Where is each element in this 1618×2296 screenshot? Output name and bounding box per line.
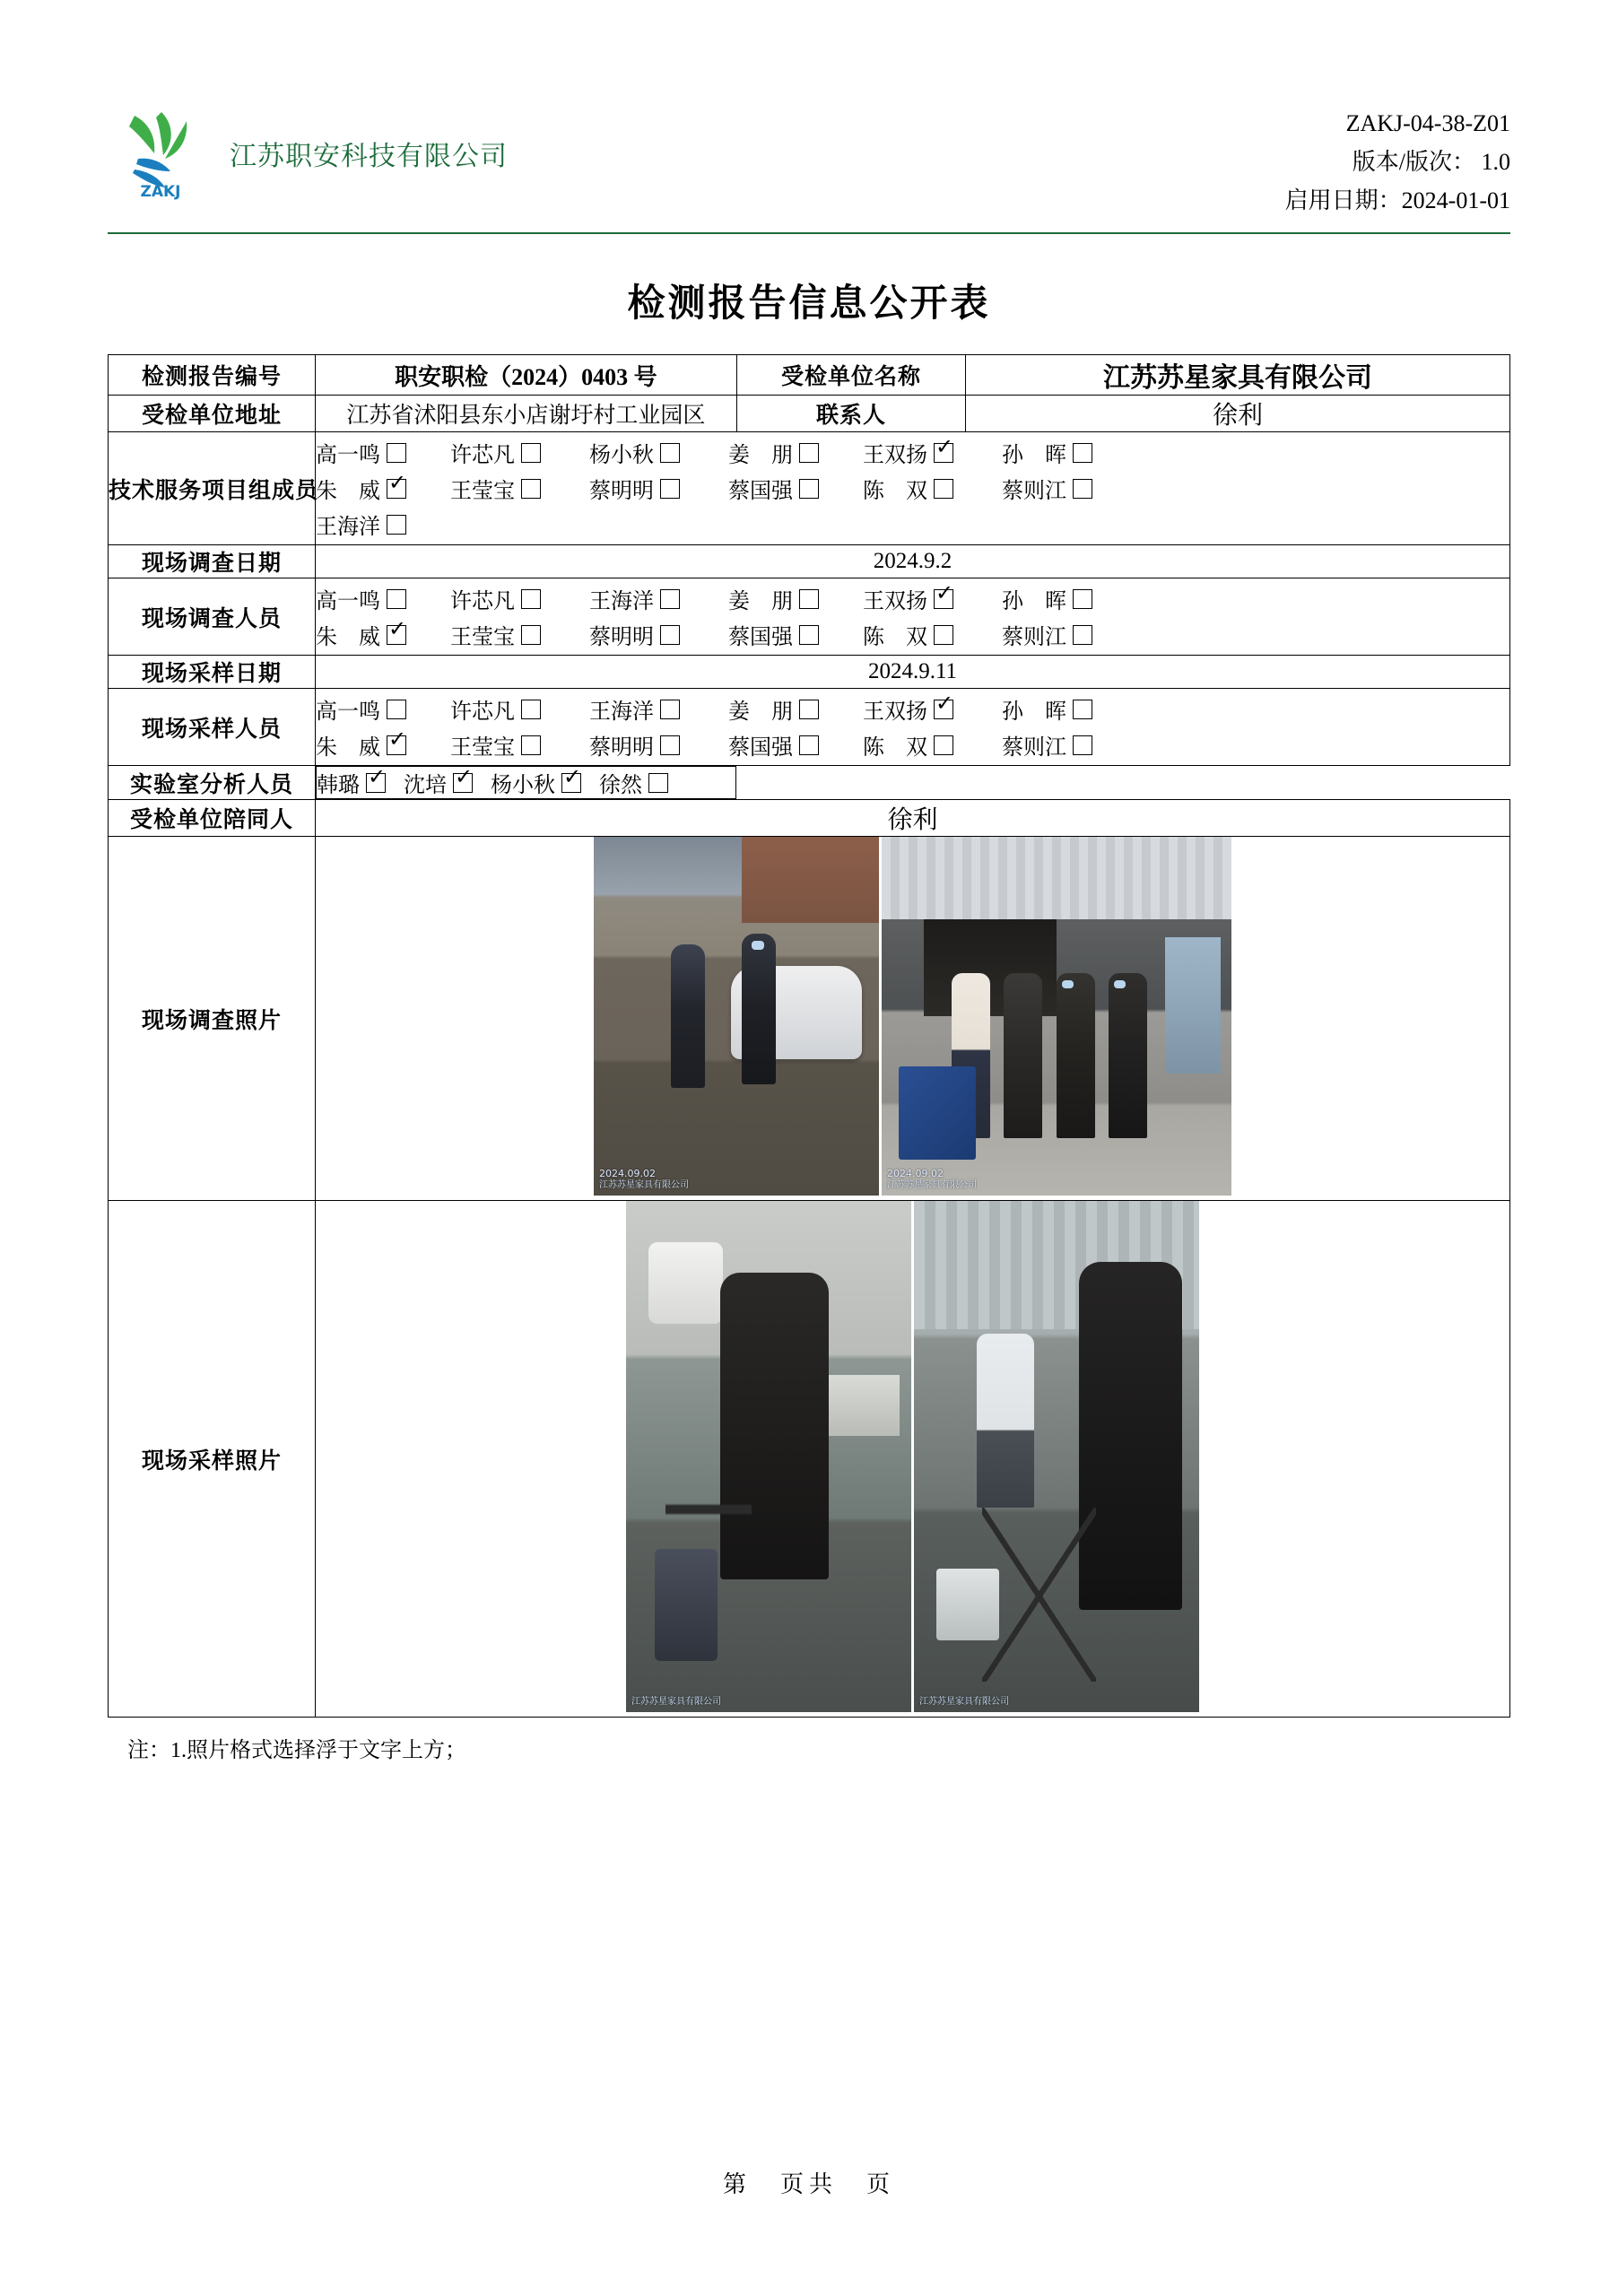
survey-staff-checkbox[interactable] xyxy=(660,589,680,609)
team-member-name: 陈 双 xyxy=(862,480,927,503)
value-lab-staff xyxy=(316,766,736,799)
team-member-checkbox[interactable] xyxy=(799,443,819,463)
team-member-item[interactable] xyxy=(1002,437,1136,468)
survey-staff-checkbox[interactable] xyxy=(660,625,680,645)
value-address: 江苏省沭阳县东小店谢圩村工业园区 xyxy=(315,396,736,432)
survey-photo-2 xyxy=(882,837,1231,1196)
team-member-checkbox[interactable] xyxy=(387,443,406,463)
sample-staff-name: 王海洋 xyxy=(588,700,654,724)
table-row-escort xyxy=(109,800,1510,837)
lab-staff-checkbox[interactable] xyxy=(561,773,581,793)
value-escort: 徐利 xyxy=(315,800,1509,837)
sample-staff-name: 孙 晖 xyxy=(1001,700,1066,724)
team-member-item[interactable] xyxy=(316,437,450,468)
label-lab-staff: 实验室分析人员 xyxy=(109,766,316,800)
sample-staff-checkbox[interactable] xyxy=(1073,735,1092,755)
value-contact: 徐利 xyxy=(966,396,1510,432)
sample-staff-item[interactable] xyxy=(863,729,1002,761)
sample-staff-name: 高一鸣 xyxy=(315,700,380,724)
sampling-photo-1 xyxy=(626,1201,911,1712)
team-member-checkbox[interactable] xyxy=(387,479,406,499)
survey-staff-name: 许芯凡 xyxy=(449,590,515,613)
sample-staff-checkbox[interactable] xyxy=(387,700,406,719)
company-name: 江苏职安科技有限公司 xyxy=(230,142,508,171)
team-member-checkbox[interactable] xyxy=(660,479,680,499)
table-row-report-no xyxy=(109,355,1510,396)
label-contact: 联系人 xyxy=(736,396,965,432)
doc-effective-date: 启用日期：2024-01-01 xyxy=(1284,187,1510,213)
header-meta xyxy=(1285,94,1510,221)
sample-staff-checkbox[interactable] xyxy=(521,700,541,719)
team-member-checkbox[interactable] xyxy=(660,443,680,463)
survey-staff-row xyxy=(316,583,1509,614)
team-member-name: 蔡明明 xyxy=(588,480,654,503)
header-divider xyxy=(108,232,1510,234)
sample-staff-name: 蔡明明 xyxy=(588,736,654,760)
label-survey-photos: 现场调查照片 xyxy=(109,837,316,1201)
survey-photo-1 xyxy=(594,837,879,1196)
survey-staff-name: 蔡国强 xyxy=(727,626,793,649)
survey-staff-item[interactable] xyxy=(1002,583,1136,614)
team-member-name: 王海洋 xyxy=(315,516,380,539)
team-member-item[interactable] xyxy=(316,473,450,504)
survey-staff-item[interactable] xyxy=(728,619,863,650)
team-member-name: 蔡国强 xyxy=(727,480,793,503)
table-row-address xyxy=(109,396,1510,432)
survey-staff-item[interactable] xyxy=(316,619,450,650)
label-escort: 受检单位陪同人 xyxy=(109,800,316,837)
survey-staff-name: 姜 朋 xyxy=(727,590,793,613)
survey-staff-item[interactable] xyxy=(450,583,589,614)
header-brand xyxy=(108,94,508,204)
survey-staff-name: 陈 双 xyxy=(862,626,927,649)
table-row-survey-staff xyxy=(109,578,1510,656)
team-member-row xyxy=(316,437,1509,468)
survey-staff-checkbox[interactable] xyxy=(387,625,406,645)
sample-staff-checkbox[interactable] xyxy=(799,700,819,719)
survey-staff-item[interactable] xyxy=(589,619,728,650)
sample-staff-checkbox[interactable] xyxy=(934,735,953,755)
survey-staff-name: 王海洋 xyxy=(588,590,654,613)
sample-staff-name: 王莹宝 xyxy=(449,736,515,760)
page-title: 检测报告信息公开表 xyxy=(627,283,991,325)
survey-staff-checkbox[interactable] xyxy=(799,625,819,645)
team-member-item[interactable] xyxy=(589,437,728,468)
table-row-survey-date xyxy=(109,545,1510,578)
sample-staff-item[interactable] xyxy=(863,693,1002,725)
label-team: 技术服务项目组成员 xyxy=(109,432,316,545)
survey-staff-checkbox[interactable] xyxy=(1073,625,1092,645)
survey-staff-row xyxy=(316,619,1509,650)
sample-staff-item[interactable] xyxy=(589,693,728,725)
lab-staff-item[interactable] xyxy=(491,767,581,798)
survey-staff-name: 蔡则江 xyxy=(1001,626,1066,649)
team-member-checkbox[interactable] xyxy=(521,443,541,463)
survey-staff-name: 朱 威 xyxy=(315,626,380,649)
sample-staff-item[interactable] xyxy=(728,693,863,725)
team-member-item[interactable] xyxy=(316,509,450,540)
survey-photo-2-stamp: 2024.09.02 江苏苏星家具有限公司 xyxy=(886,1167,977,1190)
team-member-checkbox[interactable] xyxy=(934,443,953,463)
survey-staff-item[interactable] xyxy=(728,583,863,614)
lab-staff-name: 徐然 xyxy=(598,774,642,797)
sample-staff-item[interactable] xyxy=(728,729,863,761)
team-member-item[interactable] xyxy=(450,473,589,504)
sample-staff-item[interactable] xyxy=(1002,729,1136,761)
page-header xyxy=(108,94,1510,229)
survey-staff-checkbox[interactable] xyxy=(387,589,406,609)
sample-staff-name: 陈 双 xyxy=(862,736,927,760)
team-member-name: 高一鸣 xyxy=(315,444,380,467)
lab-staff-checkbox[interactable] xyxy=(366,773,386,793)
sample-staff-name: 蔡国强 xyxy=(727,736,793,760)
doc-code: ZAKJ-04-38-Z01 xyxy=(1345,110,1510,136)
value-team-members xyxy=(315,432,1509,545)
team-member-name: 蔡则江 xyxy=(1001,480,1066,503)
sample-staff-checkbox[interactable] xyxy=(660,735,680,755)
survey-staff-checkbox[interactable] xyxy=(521,625,541,645)
sampling-photo-2 xyxy=(914,1201,1199,1712)
sampling-photos-cell xyxy=(315,1201,1509,1718)
lab-staff-checkbox[interactable] xyxy=(453,773,473,793)
team-member-item[interactable] xyxy=(1002,473,1136,504)
team-member-checkbox[interactable] xyxy=(521,479,541,499)
survey-staff-checkbox[interactable] xyxy=(521,589,541,609)
sample-staff-checkbox[interactable] xyxy=(660,700,680,719)
sample-staff-checkbox[interactable] xyxy=(799,735,819,755)
sample-staff-name: 许芯凡 xyxy=(449,700,515,724)
sample-staff-name: 姜 朋 xyxy=(727,700,793,724)
survey-staff-checkbox[interactable] xyxy=(799,589,819,609)
lab-staff-name: 杨小秋 xyxy=(490,774,555,797)
team-member-name: 杨小秋 xyxy=(588,444,654,467)
survey-staff-checkbox[interactable] xyxy=(1073,589,1092,609)
sample-staff-row xyxy=(316,729,1509,761)
sampling-photo-2-stamp: 江苏苏星家具有限公司 xyxy=(918,1696,1009,1707)
team-member-name: 许芯凡 xyxy=(449,444,515,467)
page-footer: 第 页共 页 xyxy=(722,2171,895,2197)
survey-staff-item[interactable] xyxy=(863,619,1002,650)
survey-staff-name: 蔡明明 xyxy=(588,626,654,649)
lab-staff-item[interactable] xyxy=(404,767,473,798)
table-row-team xyxy=(109,432,1510,545)
survey-staff-name: 孙 晖 xyxy=(1001,590,1066,613)
survey-staff-checkbox[interactable] xyxy=(934,589,953,609)
sample-staff-item[interactable] xyxy=(450,729,589,761)
team-member-item[interactable] xyxy=(863,473,1002,504)
survey-photo-1-stamp: 2024.09.02 江苏苏星家具有限公司 xyxy=(598,1167,689,1190)
survey-staff-item[interactable] xyxy=(316,583,450,614)
team-member-item[interactable] xyxy=(728,437,863,468)
sample-staff-checkbox[interactable] xyxy=(521,735,541,755)
table-row-sampling-photos xyxy=(109,1201,1510,1718)
value-survey-date: 2024.9.2 xyxy=(315,545,1509,578)
label-survey-date: 现场调查日期 xyxy=(109,545,316,578)
team-member-row xyxy=(316,473,1509,504)
sample-staff-name: 朱 威 xyxy=(315,736,380,760)
team-member-row xyxy=(316,509,1509,540)
sample-staff-checkbox[interactable] xyxy=(387,735,406,755)
survey-staff-item[interactable] xyxy=(589,583,728,614)
sample-staff-checkbox[interactable] xyxy=(1073,700,1092,719)
table-row-lab-staff xyxy=(109,766,1510,800)
label-sample-date: 现场采样日期 xyxy=(109,656,316,689)
sample-staff-name: 蔡则江 xyxy=(1001,736,1066,760)
survey-staff-name: 王双扬 xyxy=(862,590,927,613)
survey-staff-name: 高一鸣 xyxy=(315,590,380,613)
team-member-item[interactable] xyxy=(450,437,589,468)
team-member-name: 孙 晖 xyxy=(1001,444,1066,467)
lab-staff-name: 沈培 xyxy=(403,774,447,797)
value-survey-staff xyxy=(315,578,1509,656)
team-member-checkbox[interactable] xyxy=(387,515,406,535)
team-member-name: 王莹宝 xyxy=(449,480,515,503)
team-member-checkbox[interactable] xyxy=(1073,443,1092,463)
survey-staff-item[interactable] xyxy=(450,619,589,650)
table-row-survey-photos xyxy=(109,837,1510,1201)
value-sample-date: 2024.9.11 xyxy=(315,656,1509,689)
team-member-checkbox[interactable] xyxy=(934,479,953,499)
table-row-sample-date xyxy=(109,656,1510,689)
sample-staff-item[interactable] xyxy=(589,729,728,761)
report-info-table xyxy=(108,354,1510,1718)
sampling-photo-1-stamp: 江苏苏星家具有限公司 xyxy=(631,1696,721,1707)
sample-staff-item[interactable] xyxy=(316,693,450,725)
survey-staff-checkbox[interactable] xyxy=(934,625,953,645)
sample-staff-checkbox[interactable] xyxy=(934,700,953,719)
lab-staff-name: 韩璐 xyxy=(316,774,360,797)
team-member-item[interactable] xyxy=(728,473,863,504)
survey-staff-item[interactable] xyxy=(863,583,1002,614)
value-sample-staff xyxy=(315,689,1509,766)
sample-staff-item[interactable] xyxy=(1002,693,1136,725)
sample-staff-item[interactable] xyxy=(316,729,450,761)
label-address: 受检单位地址 xyxy=(109,396,316,432)
survey-photos-cell xyxy=(315,837,1509,1201)
team-member-name: 姜 朋 xyxy=(727,444,793,467)
lab-staff-item[interactable] xyxy=(317,767,386,798)
table-note: 注：1.照片格式选择浮于文字上方； xyxy=(127,1739,466,1762)
value-client-name: 江苏苏星家具有限公司 xyxy=(966,355,1510,396)
label-client-name: 受检单位名称 xyxy=(736,355,965,396)
survey-staff-name: 王莹宝 xyxy=(449,626,515,649)
value-report-no: 职安职检（2024）0403 号 xyxy=(315,355,736,396)
table-row-sample-staff xyxy=(109,689,1510,766)
team-member-checkbox[interactable] xyxy=(1073,479,1092,499)
team-member-item[interactable] xyxy=(863,437,1002,468)
label-survey-staff: 现场调查人员 xyxy=(109,578,316,656)
team-member-name: 朱 威 xyxy=(315,480,380,503)
team-member-item[interactable] xyxy=(589,473,728,504)
sample-staff-row xyxy=(316,693,1509,725)
team-member-name: 王双扬 xyxy=(862,444,927,467)
team-member-checkbox[interactable] xyxy=(799,479,819,499)
label-sampling-photos: 现场采样照片 xyxy=(109,1201,316,1718)
label-sample-staff: 现场采样人员 xyxy=(109,689,316,766)
sample-staff-item[interactable] xyxy=(450,693,589,725)
lab-staff-checkbox[interactable] xyxy=(648,773,668,793)
svg-text:ZAKJ: ZAKJ xyxy=(140,183,181,201)
sample-staff-name: 王双扬 xyxy=(862,700,927,724)
company-logo xyxy=(108,103,213,204)
survey-staff-item[interactable] xyxy=(1002,619,1136,650)
lab-staff-item[interactable] xyxy=(599,767,668,798)
doc-version: 版本/版次： 1.0 xyxy=(1352,148,1510,175)
label-report-no: 检测报告编号 xyxy=(109,355,316,396)
